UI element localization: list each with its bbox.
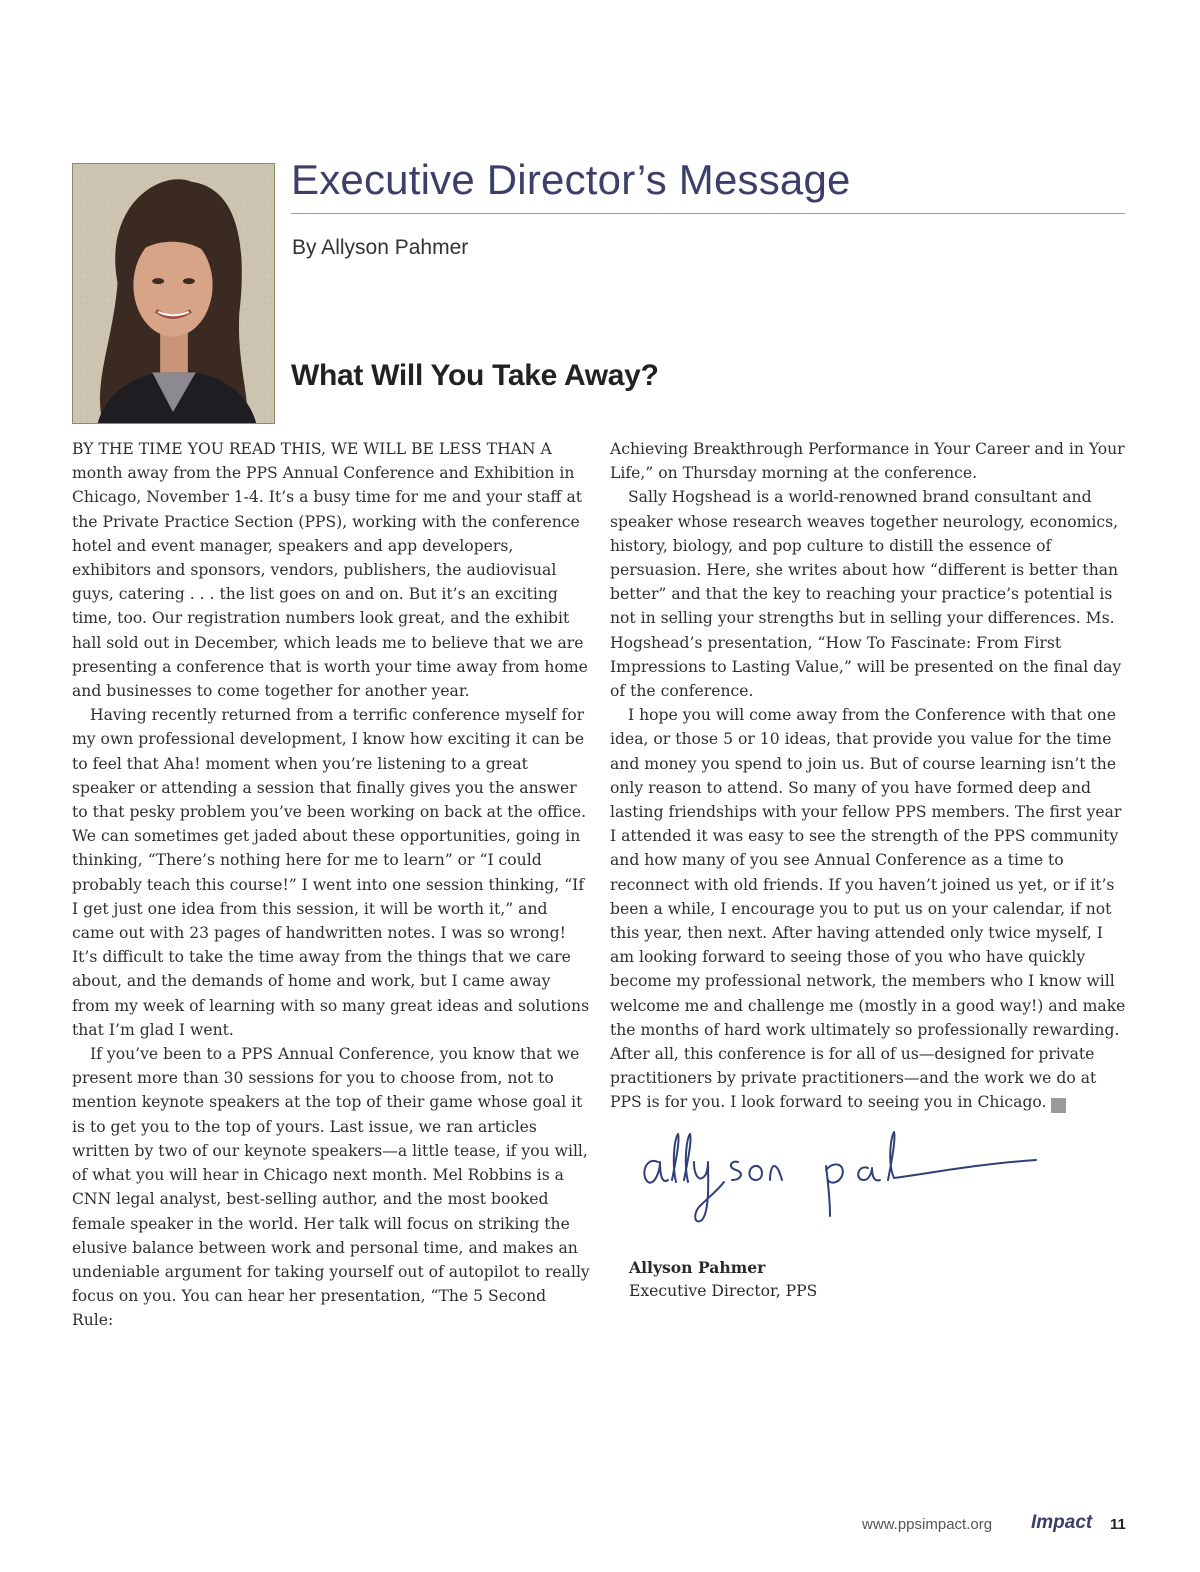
article-paragraph: BY THE TIME YOU READ THIS, WE WILL BE LESS THAN A month away from the PPS Annual Conference and Exhibition in Chicago, November 1-4. It’s a busy time for me and your staff at the Private Practice Section (PPS), working with the conference hotel and event manager, speakers and app developers, exhibitors and sponsors, vendors, publishers, the audiovisual guys, catering . . . the list goes on and on. But it’s an exciting time, too. Our registration numbers look great, and the exhibit hall sold out in December, which leads me to believe that we are presenting a conference that is worth your time away from home and businesses to come together for another year.: [72, 440, 588, 701]
footer-brand-logo: Impact: [1031, 1512, 1093, 1533]
signature-icon: [636, 1120, 1046, 1230]
article-paragraph: [610, 703, 1130, 1114]
author-photo: [72, 163, 275, 424]
handwritten-signature: [636, 1120, 1046, 1230]
article-paragraph: Achieving Breakthrough Performance in Your Career and in Your Life,” on Thursday morning at the conference.: [610, 440, 1125, 483]
article-paragraph: If you’ve been to a PPS Annual Conference, you know that we present more than 30 sessions for you to choose from, not to mention keynote speakers at the top of their game whose goal it is to get you to the top of yours. Last issue, we ran articles written by two of our keynote speakers—a little tease, if you will, of what you will hear in Chicago next month. Mel Robbins is a CNN legal analyst, best-selling author, and the most booked female speaker in the world. Her talk will focus on striking the elusive balance between work and personal time, and makes an undeniable argument for taking yourself out of autopilot to really focus on you. You can hear her presentation, “The 5 Second Rule:: [72, 1045, 590, 1330]
signer-title: Executive Director, PPS: [629, 1282, 818, 1300]
article-column-left: [72, 437, 592, 1333]
signer-name: Allyson Pahmer: [629, 1258, 766, 1277]
article-paragraph-text: I hope you will come away from the Conference with that one idea, or those 5 or 10 ideas, that provide you value for the time and money you spend to join us. But of course learning isn’t the only reason to attend. So many of you have formed deep and lasting friendships with your fellow PPS members. The first year I attended it was easy to see the strength of the PPS community and how many of you see Annual Conference as a time to reconnect with old friends. If you haven’t joined us yet, or if it’s been a while, I encourage you to put us on your calendar, if not this year, then next. After having attended only twice myself, I am looking forward to seeing those of you who have quickly become my professional network, the members who I know will welcome me and challenge me (mostly in a good way!) and make the months of hard work ultimately so professionally rewarding. After all, this conference is for all of us—designed for private practitioners by private practitioners—and the work we do at PPS is for you. I look forward to seeing you in Chicago.: [610, 706, 1126, 1112]
end-of-article-icon: I: [1051, 1098, 1066, 1113]
byline: By Allyson Pahmer: [292, 236, 469, 259]
author-portrait-image: [73, 164, 274, 423]
article-headline: What Will You Take Away?: [291, 359, 659, 392]
article-paragraph: Sally Hogshead is a world-renowned brand consultant and speaker whose research weaves together neurology, economics, history, biology, and pop culture to distill the essence of persuasion. Here, she writes about how “different is better than better” and that the key to reaching your practice’s potential is not in selling your strengths but in selling your differences. Ms. Hogshead’s presentation, “How To Fascinate: From First Impressions to Lasting Value,” will be presented on the final day of the conference.: [610, 488, 1122, 701]
footer-website: www.ppsimpact.org: [862, 1516, 993, 1533]
article-column-right: [610, 437, 1130, 1115]
page-title: Executive Director’s Message: [291, 156, 851, 203]
article-paragraph: Having recently returned from a terrific conference myself for my own professional development, I know how exciting it can be to feel that Aha! moment when you’re listening to a great speaker or attending a session that finally gives you the answer to that pesky problem you’ve been working on back at the office. We can sometimes get jaded about these opportunities, going in thinking, “There’s nothing here for me to learn” or “I could probably teach this course!” I went into one session thinking, “If I get just one idea from this session, it will be worth it,” and came out with 23 pages of handwritten notes. I was so wrong! It’s difficult to take the time away from the things that we care about, and the demands of home and work, but I came away from my week of learning with so many great ideas and solutions that I’m glad I went.: [72, 706, 590, 1039]
title-divider: [291, 213, 1125, 214]
page-number: 11: [1110, 1516, 1126, 1533]
